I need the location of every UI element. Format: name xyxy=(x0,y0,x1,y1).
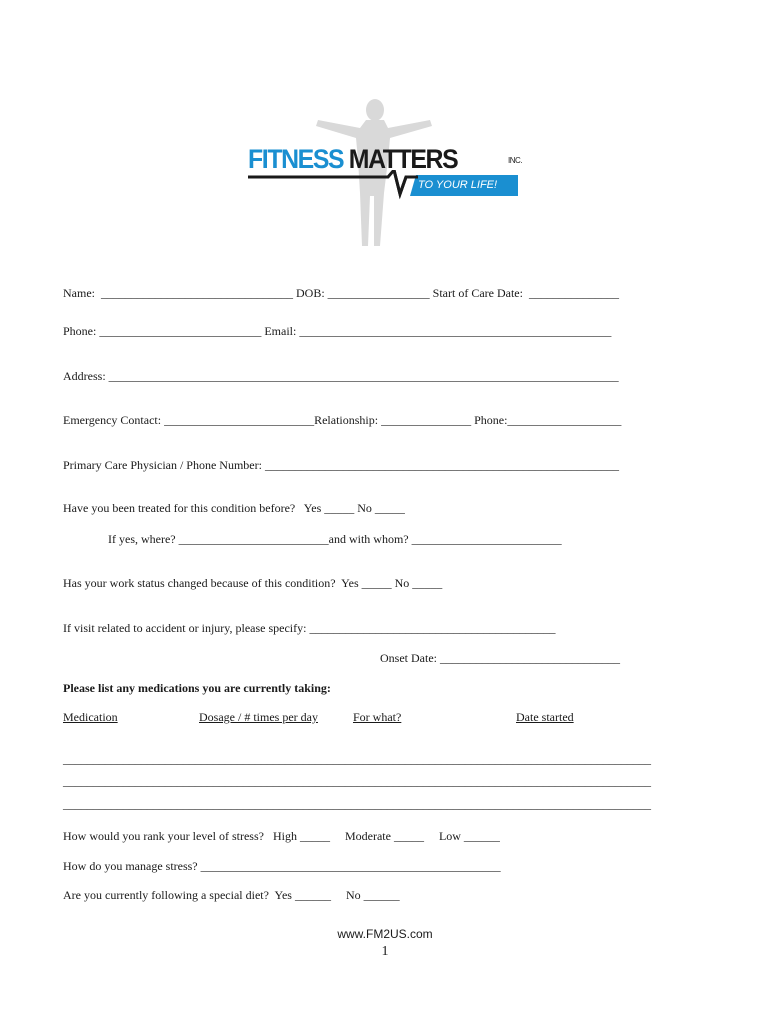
work-status-line[interactable]: Has your work status changed because of this condition? Yes _____ No _____ xyxy=(63,576,443,590)
medication-blank-row[interactable]: __________________________________________________________________________________________________ xyxy=(63,797,651,811)
logo-inc: INC. xyxy=(508,156,522,165)
manage-stress-line[interactable]: How do you manage stress? __________________________________________________ xyxy=(63,859,501,873)
medication-blank-row[interactable]: __________________________________________________________________________________________________ xyxy=(63,774,651,788)
treated-before-line[interactable]: Have you been treated for this condition before? Yes _____ No _____ xyxy=(63,501,405,515)
med-col-medication: Medication xyxy=(63,710,118,724)
address-line[interactable]: Address: _____________________________________________________________________________________ xyxy=(63,369,619,383)
med-col-for-what: For what? xyxy=(353,710,402,724)
med-col-date-started: Date started xyxy=(516,710,574,724)
logo-fitness: FITNESS xyxy=(248,144,344,174)
footer-url: www.FM2US.com xyxy=(337,927,433,941)
med-col-dosage: Dosage / # times per day xyxy=(199,710,318,724)
phone-email-line[interactable]: Phone: ___________________________ Email: ____________________________________________________ xyxy=(63,324,612,338)
logo-tagline: TO YOUR LIFE! xyxy=(418,179,498,191)
special-diet-line[interactable]: Are you currently following a special diet? Yes ______ No ______ xyxy=(63,888,400,902)
stress-level-line[interactable]: How would you rank your level of stress? High _____ Moderate _____ Low ______ xyxy=(63,829,500,843)
logo-matters: MATTERS xyxy=(343,144,458,174)
medications-heading: Please list any medications you are currently taking: xyxy=(63,681,331,695)
if-yes-where-line[interactable]: If yes, where? _________________________and with whom? _________________________ xyxy=(108,532,562,546)
accident-injury-line[interactable]: If visit related to accident or injury, please specify: _________________________________________ xyxy=(63,621,556,635)
medication-blank-row[interactable]: __________________________________________________________________________________________________ xyxy=(63,752,651,766)
name-dob-line[interactable]: Name: ________________________________ DOB: _________________ Start of Care Date: _______________ xyxy=(63,286,619,300)
emergency-contact-line[interactable]: Emergency Contact: _________________________Relationship: _______________ Phone:___________________ xyxy=(63,413,622,427)
onset-date-line[interactable]: Onset Date: ______________________________ xyxy=(380,651,620,665)
page-number: 1 xyxy=(381,944,389,959)
physician-line[interactable]: Primary Care Physician / Phone Number: ___________________________________________________________ xyxy=(63,458,619,472)
company-logo xyxy=(240,98,540,248)
